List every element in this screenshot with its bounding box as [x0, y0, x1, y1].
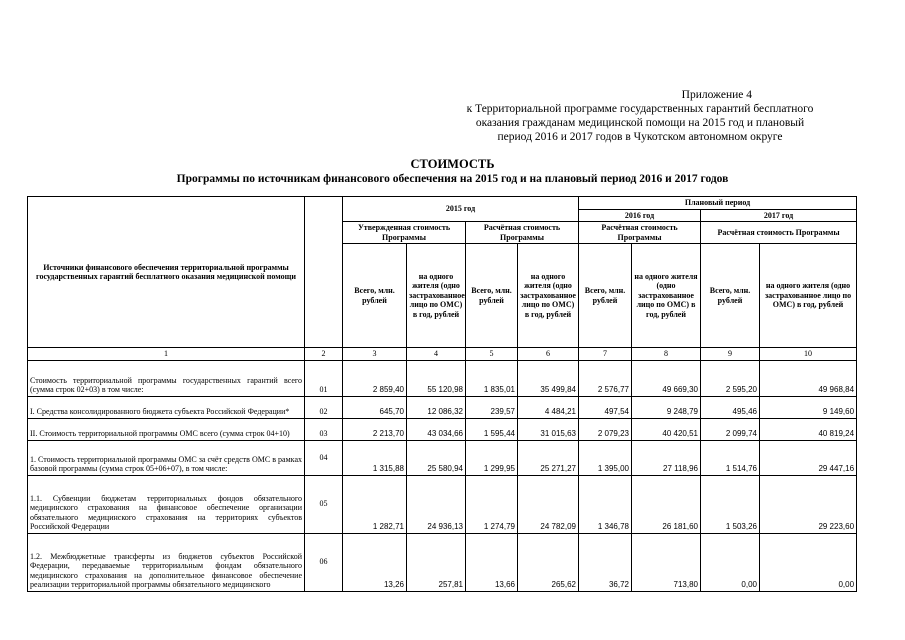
cell-value: 29 223,60	[760, 475, 857, 533]
cell-value: 9 149,60	[760, 396, 857, 418]
table-row	[28, 475, 857, 533]
cell-value: 1 274,79	[466, 475, 518, 533]
header-total: Всего, млн. рублей	[343, 244, 407, 348]
cell-value: 27 118,96	[632, 440, 701, 475]
header-calculated: Расчётная стоимость Программы	[466, 222, 579, 244]
cell-value: 1 395,00	[579, 440, 632, 475]
cell-value: 35 499,84	[518, 360, 579, 396]
cell-value: 1 315,88	[343, 440, 407, 475]
row-code: 02	[305, 396, 343, 418]
appendix-line: к Территориальной программе государственных гарантий бесплатного	[466, 103, 814, 115]
cell-value: 1 346,78	[579, 475, 632, 533]
header-total: Всего, млн. рублей	[579, 244, 632, 348]
cell-value: 2 859,40	[343, 360, 407, 396]
cell-value: 12 086,32	[407, 396, 466, 418]
cell-value: 2 595,20	[701, 360, 760, 396]
table-row	[28, 440, 857, 475]
column-index: 1	[28, 348, 305, 361]
header-total: Всего, млн. рублей	[701, 244, 760, 348]
cell-value: 495,46	[701, 396, 760, 418]
header-calculated-2017: Расчётная стоимость Программы	[701, 222, 857, 244]
row-code: 04	[305, 440, 343, 475]
header-approved: Утвержденная стоимость Программы	[343, 222, 466, 244]
cell-value: 24 936,13	[407, 475, 466, 533]
cell-value: 29 447,16	[760, 440, 857, 475]
appendix-title: Приложение 4	[681, 89, 752, 101]
header-code-blank	[305, 197, 343, 348]
row-name: II. Стоимость территориальной программы ОМС всего (сумма строк 04+10)	[28, 418, 305, 440]
cell-value: 43 034,66	[407, 418, 466, 440]
header-per-capita: на одного жителя (одно застрахованное лицо по ОМС) в год, рублей	[760, 244, 857, 348]
header-calculated-2016: Расчётная стоимость Программы	[579, 222, 701, 244]
header-per-capita: на одного жителя (одно застрахованное лицо по ОМС) в год, рублей	[407, 244, 466, 348]
cell-value: 497,54	[579, 396, 632, 418]
table-row	[28, 533, 857, 591]
cell-value: 1 299,95	[466, 440, 518, 475]
row-name: Стоимость территориальной программы государственных гарантий всего (сумма строк 02+03) в том числе:	[28, 360, 305, 396]
row-name: 1. Стоимость территориальной программы ОМС за счёт средств ОМС в рамках базовой программы (сумма строк 05+06+07), в том числе:	[28, 440, 305, 475]
column-index: 4	[407, 348, 466, 361]
cell-value: 257,81	[407, 533, 466, 591]
cell-value: 49 968,84	[760, 360, 857, 396]
cell-value: 265,62	[518, 533, 579, 591]
table-row	[28, 418, 857, 440]
column-index: 8	[632, 348, 701, 361]
column-index: 10	[760, 348, 857, 361]
cell-value: 0,00	[760, 533, 857, 591]
cell-value: 2 576,77	[579, 360, 632, 396]
row-code: 03	[305, 418, 343, 440]
row-code: 01	[305, 360, 343, 396]
column-index: 2	[305, 348, 343, 361]
cell-value: 1 503,26	[701, 475, 760, 533]
cell-value: 2 079,23	[579, 418, 632, 440]
cell-value: 13,66	[466, 533, 518, 591]
appendix-line: оказания гражданам медицинской помощи на 2015 год и плановый	[475, 117, 805, 129]
header-source: Источники финансового обеспечения территориальной программы государственных гарантий бесплатного оказания медицинской помощи	[28, 197, 305, 348]
column-index: 5	[466, 348, 518, 361]
cell-value: 1 282,71	[343, 475, 407, 533]
cell-value: 36,72	[579, 533, 632, 591]
column-index: 3	[343, 348, 407, 361]
column-index: 6	[518, 348, 579, 361]
cell-value: 25 580,94	[407, 440, 466, 475]
row-code: 05	[305, 475, 343, 533]
column-index: 9	[701, 348, 760, 361]
cell-value: 239,57	[466, 396, 518, 418]
cost-table	[27, 196, 857, 592]
appendix-line: период 2016 и 2017 годов в Чукотском автономном округе	[497, 131, 783, 143]
header-per-capita: на одного жителя (одно застрахованное лицо по ОМС) в год, рублей	[518, 244, 579, 348]
row-name: I. Средства консолидированного бюджета субъекта Российской Федерации*	[28, 396, 305, 418]
table-row	[28, 360, 857, 396]
cell-value: 9 248,79	[632, 396, 701, 418]
cell-value: 2 213,70	[343, 418, 407, 440]
document-title: СТОИМОСТЬ	[410, 157, 495, 171]
column-index: 7	[579, 348, 632, 361]
appendix-block	[420, 88, 860, 144]
cell-value: 40 420,51	[632, 418, 701, 440]
table-row	[28, 396, 857, 418]
header-2015: 2015 год	[343, 197, 579, 222]
cell-value: 26 181,60	[632, 475, 701, 533]
cell-value: 713,80	[632, 533, 701, 591]
cell-value: 2 099,74	[701, 418, 760, 440]
row-name: 1.1. Субвенции бюджетам территориальных фондов обязательного медицинского страхования на финансовое обеспечение организации обязательного медицинского страхования на территориях субъектов Российской Федерации	[28, 475, 305, 533]
cell-value: 1 835,01	[466, 360, 518, 396]
header-total: Всего, млн. рублей	[466, 244, 518, 348]
column-index-row	[28, 348, 857, 361]
header-2016: 2016 год	[579, 209, 701, 222]
row-code: 06	[305, 533, 343, 591]
cell-value: 31 015,63	[518, 418, 579, 440]
header-planned: Плановый период	[579, 197, 857, 210]
cell-value: 645,70	[343, 396, 407, 418]
cell-value: 40 819,24	[760, 418, 857, 440]
cell-value: 13,26	[343, 533, 407, 591]
cell-value: 0,00	[701, 533, 760, 591]
header-2017: 2017 год	[701, 209, 857, 222]
cell-value: 4 484,21	[518, 396, 579, 418]
cell-value: 25 271,27	[518, 440, 579, 475]
cell-value: 1 595,44	[466, 418, 518, 440]
document-subtitle: Программы по источникам финансового обеспечения на 2015 год и на плановый период 2016 и 2017 годов	[176, 173, 729, 185]
header-per-capita: на одного жителя (одно застрахованное лицо по ОМС) в год, рублей	[632, 244, 701, 348]
row-name: 1.2. Межбюджетные трансферты из бюджетов субъектов Российской Федерации, передаваемые территориальным фондам обязательного медицинского страхования на дополнительное финансовое обеспечение реализации территориальной программы обязательного медицинского	[28, 533, 305, 591]
cell-value: 49 669,30	[632, 360, 701, 396]
cell-value: 55 120,98	[407, 360, 466, 396]
cell-value: 1 514,76	[701, 440, 760, 475]
cell-value: 24 782,09	[518, 475, 579, 533]
